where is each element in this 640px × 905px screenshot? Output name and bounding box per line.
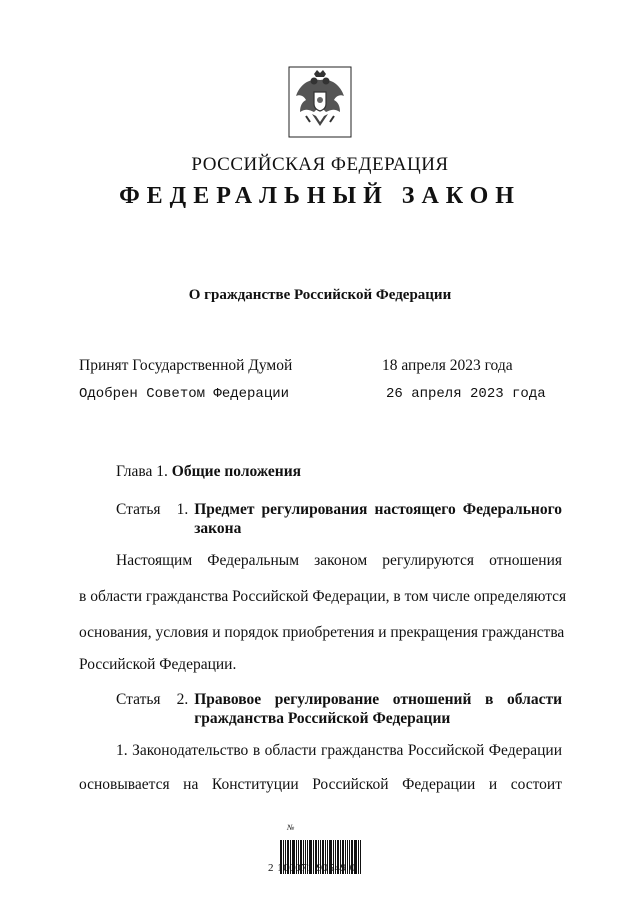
russian-coat-of-arms-icon bbox=[288, 66, 352, 138]
barcode-bar bbox=[360, 840, 361, 874]
article-1-line-3: основания, условия и порядок приобретения и прекращения гражданства bbox=[79, 624, 565, 641]
chapter-heading bbox=[116, 463, 301, 481]
barcode-bar bbox=[358, 840, 359, 874]
article-1-line-2: в области гражданства Российской Федерации, в том числе определяются bbox=[79, 588, 567, 605]
registration-stamp: № bbox=[287, 823, 295, 832]
article-2-title: Правовое регулирование отношений в области гражданства Российской Федерации bbox=[194, 691, 562, 727]
article-1-line-1: Настоящим Федеральным законом регулируются отношения bbox=[116, 552, 562, 569]
chapter-title: Общие положения bbox=[171, 463, 302, 480]
article-2-line-2: основывается на Конституции Российской Федерации и состоит bbox=[79, 776, 562, 793]
article-2-prefix: Статья bbox=[116, 691, 161, 708]
barcode-number: 2 100071 90549 0 bbox=[268, 862, 356, 874]
article-1-line-4: Российской Федерации. bbox=[79, 656, 237, 673]
article-1-prefix: Статья bbox=[116, 501, 161, 518]
duma-adoption-date: 18 апреля 2023 года bbox=[382, 357, 513, 374]
article-1-number: 1. bbox=[176, 501, 189, 518]
law-title: О гражданстве Российской Федерации bbox=[188, 287, 452, 303]
article-1-title: Предмет регулирования настоящего Федерального закона bbox=[194, 501, 562, 537]
article-2-heading bbox=[116, 690, 562, 728]
chapter-prefix: Глава 1. bbox=[116, 463, 168, 480]
article-2-number: 2. bbox=[176, 691, 189, 708]
council-approval-date: 26 апреля 2023 года bbox=[386, 386, 546, 402]
article-1-heading bbox=[116, 500, 562, 538]
document-type: ФЕДЕРАЛЬНЫЙ ЗАКОН bbox=[119, 183, 521, 209]
duma-adoption-label: Принят Государственной Думой bbox=[79, 357, 293, 374]
country-name: РОССИЙСКАЯ ФЕДЕРАЦИЯ bbox=[191, 154, 449, 175]
council-approval-label: Одобрен Советом Федерации bbox=[79, 386, 290, 402]
article-2-line-1: 1. Законодательство в области гражданства Российской Федерации bbox=[116, 742, 562, 759]
